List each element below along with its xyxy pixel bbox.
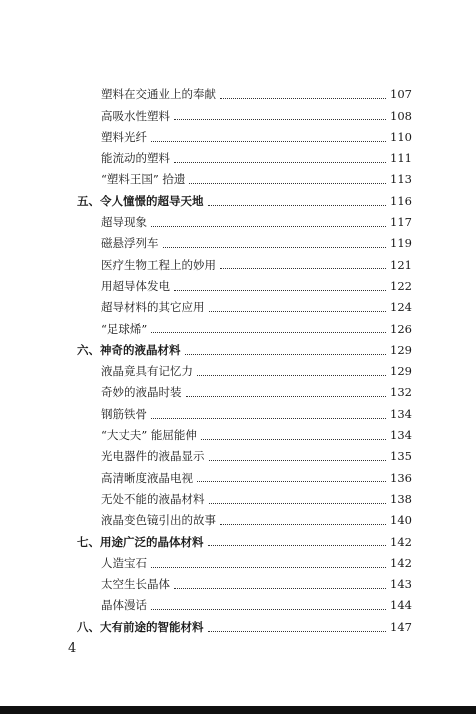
toc-chapter-entry	[77, 531, 412, 553]
toc-entry-title: 塑料在交通业上的奉献	[101, 87, 216, 102]
dot-leader	[151, 566, 386, 568]
toc-section-entry	[101, 254, 412, 276]
toc-section-entry	[101, 425, 412, 447]
toc-entry-title: 液晶变色镜引出的故事	[101, 513, 216, 528]
dot-leader	[151, 331, 386, 333]
dot-leader	[220, 97, 386, 99]
dot-leader	[201, 438, 386, 440]
toc-entry-title: “塑料王国” 拾遗	[101, 172, 186, 187]
toc-entry-page: 107	[390, 87, 412, 102]
bottom-edge	[0, 706, 476, 714]
toc-entry-page: 108	[390, 108, 412, 123]
toc-section-entry	[101, 169, 412, 191]
toc-entry-page: 147	[390, 619, 412, 634]
toc-entry-title: 七、用途广泛的晶体材料	[77, 534, 204, 549]
toc-entry-title: 磁悬浮列车	[101, 236, 159, 251]
toc-entry-page: 142	[390, 534, 412, 549]
toc-section-entry	[101, 233, 412, 255]
toc-section-entry	[101, 510, 412, 532]
toc-entry-title: 塑料光纤	[101, 129, 147, 144]
toc-entry-page: 111	[390, 151, 412, 166]
dot-leader	[208, 204, 387, 206]
dot-leader	[209, 459, 387, 461]
dot-leader	[220, 267, 386, 269]
dot-leader	[186, 395, 387, 397]
toc-entry-title: “大丈夫” 能屈能伸	[101, 428, 197, 443]
dot-leader	[151, 417, 386, 419]
toc-entry-page: 129	[390, 364, 412, 379]
toc-entry-page: 134	[390, 428, 412, 443]
toc-section-entry	[101, 84, 412, 106]
toc-section-entry	[101, 446, 412, 468]
toc-entry-title: 人造宝石	[101, 555, 147, 570]
toc-entry-title: 五、令人憧憬的超导天地	[77, 193, 204, 208]
toc-entry-title: 钢筋铁骨	[101, 406, 147, 421]
toc-entry-title: 液晶竟具有记忆力	[101, 364, 193, 379]
toc-entry-page: 119	[390, 236, 412, 251]
toc-entry-title: 六、神奇的液晶材料	[77, 342, 181, 357]
toc-entry-page: 122	[390, 278, 412, 293]
toc-entry-page: 110	[390, 129, 412, 144]
toc-chapter-entry	[77, 191, 412, 213]
toc-section-entry	[101, 382, 412, 404]
dot-leader	[197, 480, 386, 482]
toc-entry-page: 129	[390, 342, 412, 357]
toc-entry-page: 121	[390, 257, 412, 272]
toc-entry-page: 136	[390, 470, 412, 485]
toc-entry-page: 143	[390, 577, 412, 592]
toc-section-entry	[101, 127, 412, 149]
toc-entry-title: 超导现象	[101, 215, 147, 230]
toc-entry-title: 晶体漫话	[101, 598, 147, 613]
dot-leader	[174, 289, 386, 291]
dot-leader	[174, 587, 386, 589]
dot-leader	[189, 182, 386, 184]
dot-leader	[208, 630, 387, 632]
toc-entry-page: 132	[390, 385, 412, 400]
dot-leader	[220, 523, 386, 525]
toc-entry-page: 134	[390, 406, 412, 421]
toc-section-entry	[101, 276, 412, 298]
toc-chapter-entry	[77, 617, 412, 639]
toc-section-entry	[101, 105, 412, 127]
toc-entry-title: 八、大有前途的智能材料	[77, 619, 204, 634]
toc-entry-page: 124	[390, 300, 412, 315]
dot-leader	[185, 353, 387, 355]
toc-entry-title: 能流动的塑料	[101, 151, 170, 166]
toc-entry-title: 超导材料的其它应用	[101, 300, 205, 315]
toc-entry-page: 142	[390, 555, 412, 570]
toc-section-entry	[101, 574, 412, 596]
toc-section-entry	[101, 297, 412, 319]
toc-section-entry	[101, 212, 412, 234]
toc-section-entry	[101, 361, 412, 383]
dot-leader	[208, 544, 387, 546]
toc-entry-title: 太空生长晶体	[101, 577, 170, 592]
toc-section-entry	[101, 148, 412, 170]
dot-leader	[174, 118, 386, 120]
toc-entry-page: 113	[390, 172, 412, 187]
dot-leader	[151, 225, 386, 227]
toc-entry-title: 用超导体发电	[101, 278, 170, 293]
dot-leader	[197, 374, 386, 376]
toc-chapter-entry	[77, 340, 412, 362]
page-number: 4	[68, 641, 77, 656]
dot-leader	[174, 161, 386, 163]
toc-entry-page: 140	[390, 513, 412, 528]
toc-entry-page: 135	[390, 449, 412, 464]
toc-section-entry	[101, 553, 412, 575]
toc-entry-title: 高清晰度液晶电视	[101, 470, 193, 485]
toc-entry-title: 无处不能的液晶材料	[101, 491, 205, 506]
dot-leader	[151, 608, 386, 610]
toc-entry-title: 奇妙的液晶时装	[101, 385, 182, 400]
dot-leader	[163, 246, 387, 248]
toc-entry-title: 光电器件的液晶显示	[101, 449, 205, 464]
dot-leader	[209, 502, 387, 504]
toc-entry-page: 144	[390, 598, 412, 613]
dot-leader	[209, 310, 387, 312]
toc-entry-title: 医疗生物工程上的妙用	[101, 257, 216, 272]
toc-entry-title: “足球烯”	[101, 321, 148, 336]
toc-section-entry	[101, 318, 412, 340]
toc-section-entry	[101, 595, 412, 617]
toc-section-entry	[101, 404, 412, 426]
toc-entry-page: 117	[390, 215, 412, 230]
dot-leader	[151, 140, 386, 142]
toc-entry-page: 116	[390, 193, 412, 208]
toc-section-entry	[101, 467, 412, 489]
toc-entry-page: 138	[390, 491, 412, 506]
toc-entry-title: 高吸水性塑料	[101, 108, 170, 123]
toc-entry-page: 126	[390, 321, 412, 336]
toc-section-entry	[101, 489, 412, 511]
